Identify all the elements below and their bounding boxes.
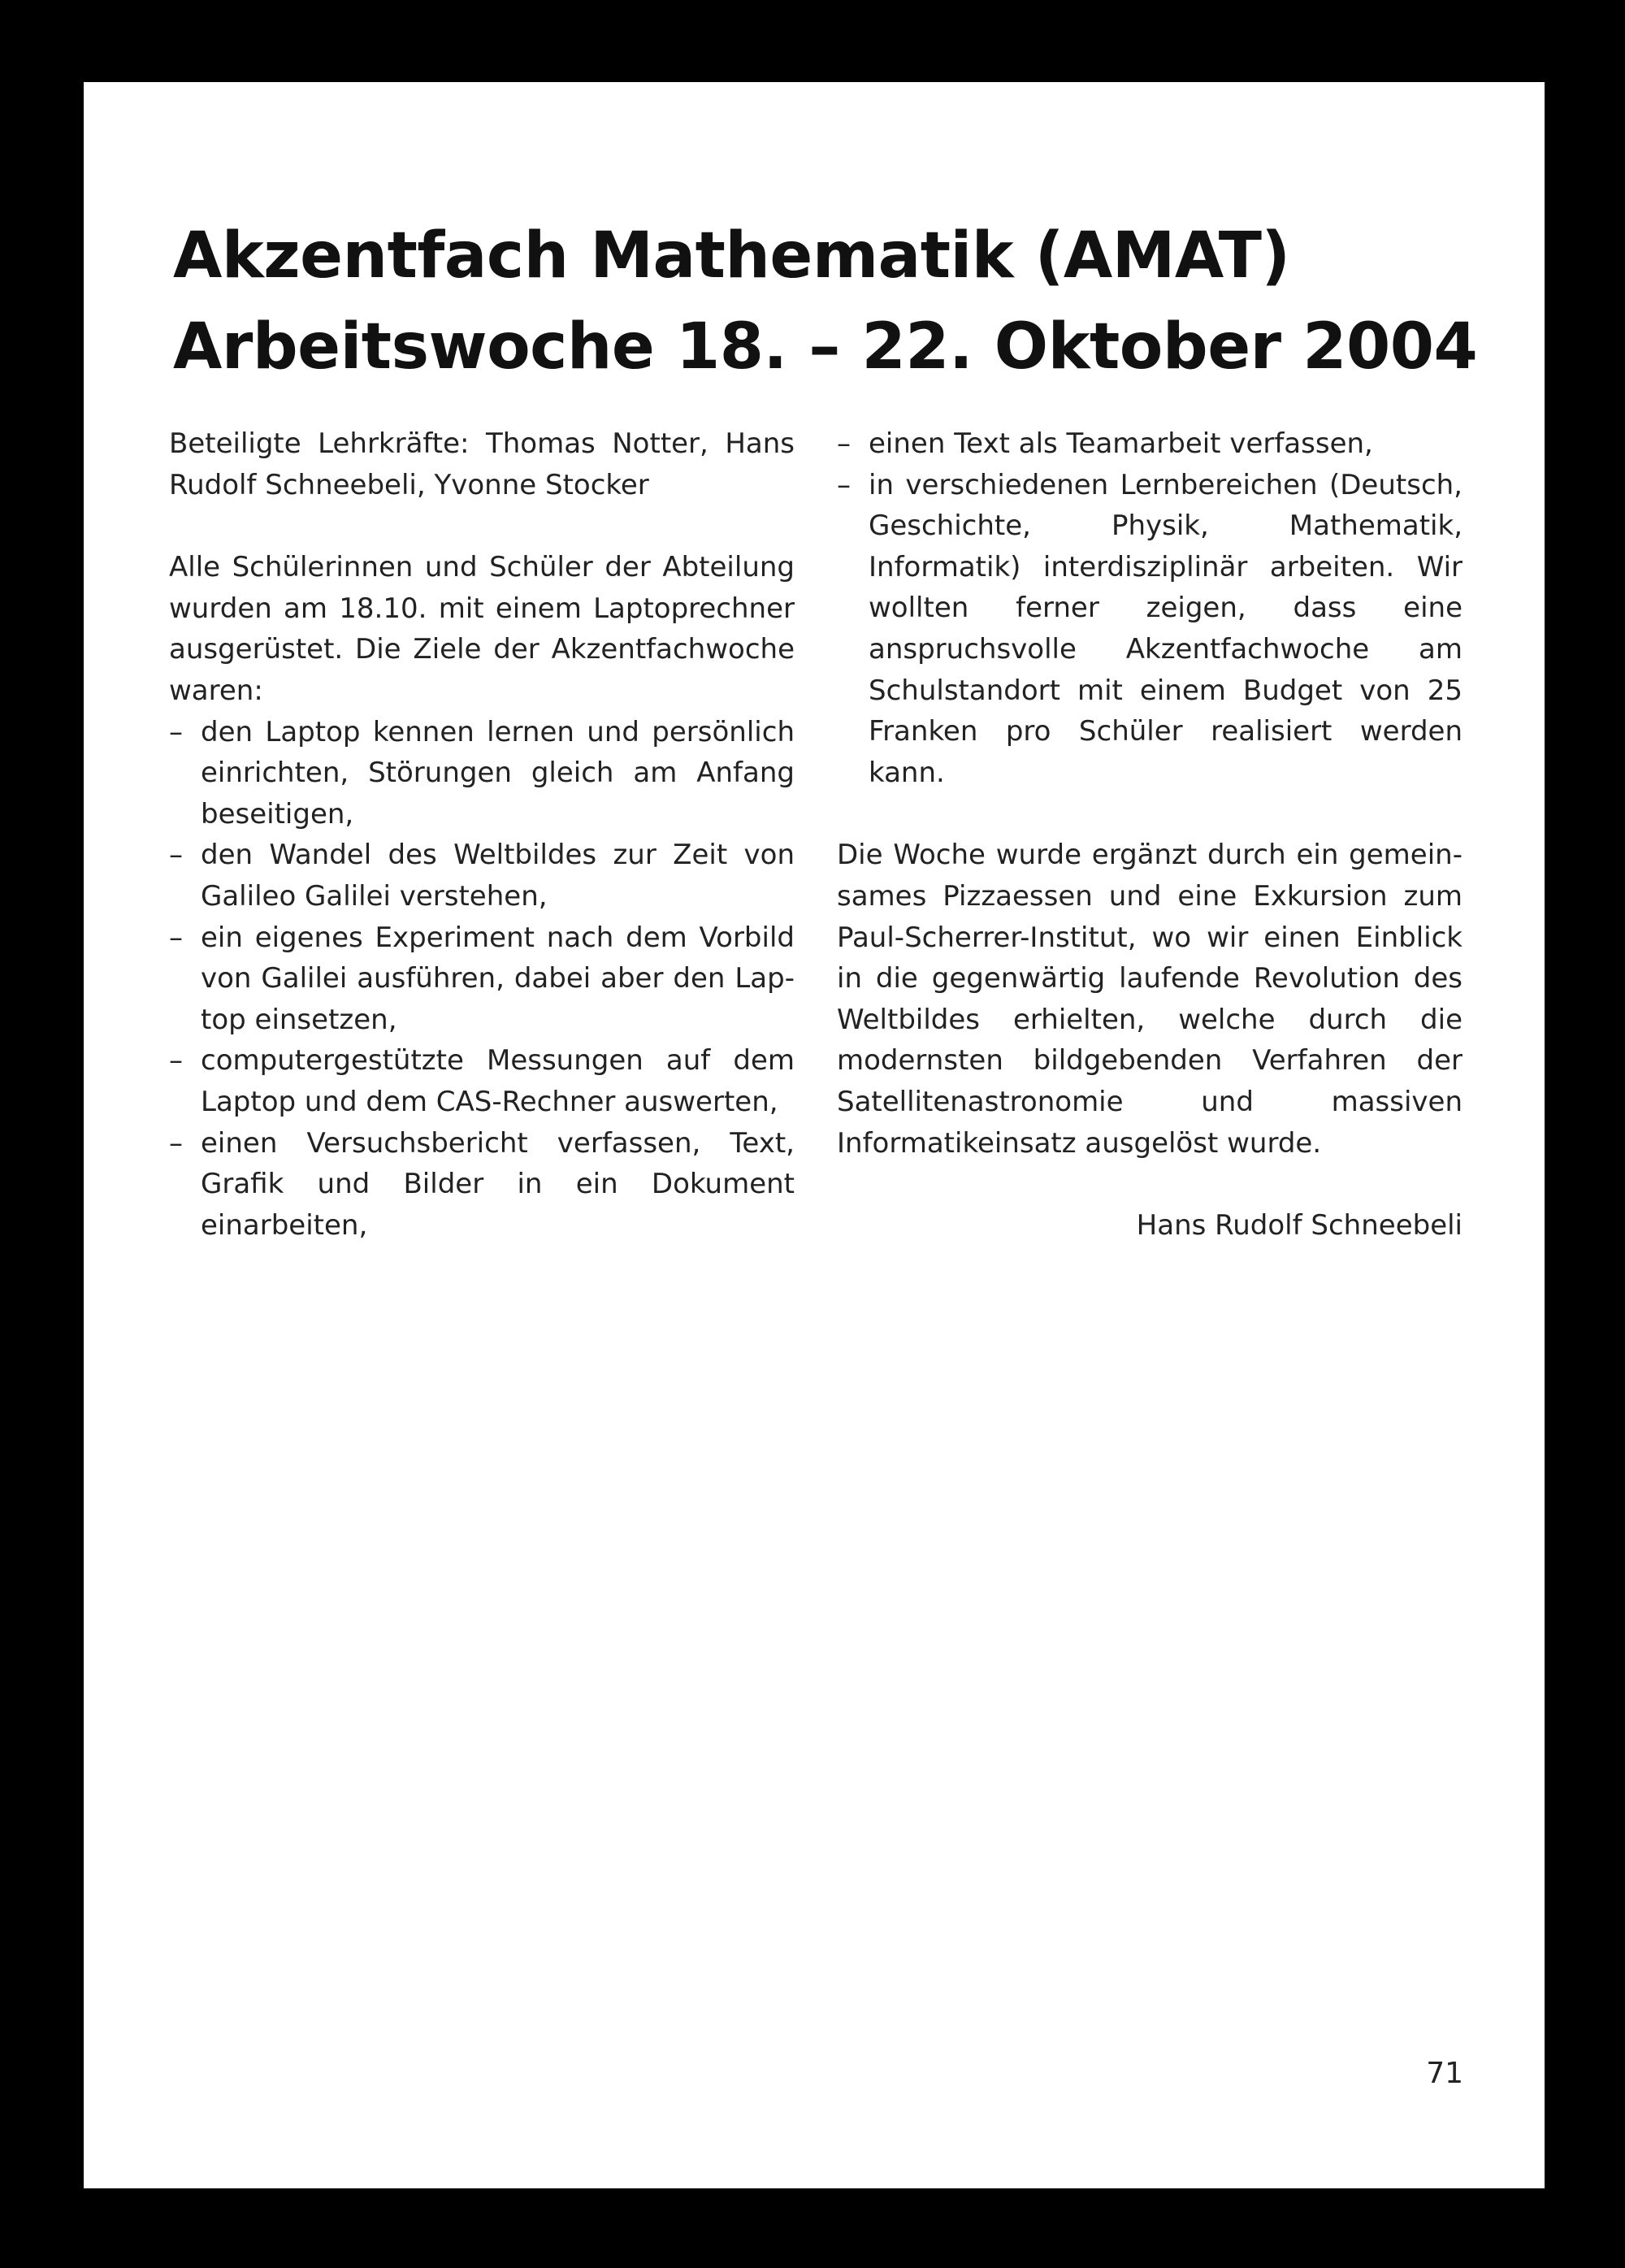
list-item-text: computergestützte Messungen auf dem Laptop und dem CAS-Rechner auswerten, [201, 1044, 795, 1118]
list-item [169, 835, 795, 917]
dash-bullet: – [169, 1126, 183, 1160]
list-item [169, 712, 795, 835]
list-item [837, 423, 1462, 465]
list-item-text: einen Text als Teamarbeit verfassen, [869, 427, 1373, 460]
dash-bullet: – [837, 468, 851, 501]
document-page [84, 82, 1545, 2188]
dash-bullet: – [169, 839, 183, 872]
list-item-text: den Wandel des Weltbildes zur Zeit von Galileo Galilei verstehen, [201, 839, 795, 913]
list-item-text: ein eigenes Experiment nach dem Vorbild von Galilei ausführen, dabei aber den Laptop einsetzen, [201, 921, 795, 1036]
page-title [173, 210, 1477, 392]
list-item-text: den Laptop kennen lernen und persönlich einrichten, Störungen gleich am Anfang beseitigen, [201, 715, 795, 830]
paragraph-gap [837, 793, 1462, 835]
dash-bullet: – [169, 921, 183, 954]
list-item [169, 1040, 795, 1122]
list-item [169, 1123, 795, 1247]
summary-paragraph: Die Woche wurde ergänzt durch ein gemeinsames Pizzaessen und eine Exkursion zum Paul-Scherrer-Institut, wo wir einen Einblick in die gegenwärtig laufende Revolution des Weltbildes erhielten, welche durch die modernsten bildgebenden Verfahren der Satellitenastronomie und massiven Informatikeinsatz ausgelöst wurde. [837, 839, 1462, 1160]
author-signature: Hans Rudolf Schneebeli [1136, 1209, 1462, 1242]
dash-bullet: – [169, 1044, 183, 1078]
right-column [837, 423, 1462, 1247]
goals-list [169, 712, 795, 1247]
list-item-text: einen Versuchsbericht verfassen, Text, Grafik und Bilder in ein Dokument einarbeiten, [201, 1126, 795, 1242]
goals-list-continued [837, 423, 1462, 793]
title-line-2: Arbeitswoche 18. – 22. Oktober 2004 [173, 310, 1478, 384]
dash-bullet: – [169, 715, 183, 748]
list-item [169, 917, 795, 1041]
list-item [837, 465, 1462, 794]
left-column [169, 423, 795, 1246]
page-number: 71 [1426, 2057, 1463, 2090]
dash-bullet: – [837, 427, 851, 460]
list-item-text: in verschiedenen Lernbereichen (Deutsch, Geschichte, Physik, Mathematik, Informatik) interdisziplinär arbeiten. Wir wollten ferner zeigen, dass eine anspruchsvolle Akzentfachwoche am Schulstandort mit einem Budget von 25 Franken pro Schüler realisiert werden kann. [869, 468, 1462, 789]
intro-paragraph: Alle Schülerinnen und Schüler der Abteilung wurden am 18.10. mit einem Laptoprechner ausgerüstet. Die Ziele der Akzentfachwoche waren: [169, 551, 795, 707]
title-line-1: Akzentfach Mathematik (AMAT) [173, 219, 1290, 293]
teachers-paragraph: Beteiligte Lehrkräfte: Thomas Notter, Hans Rudolf Schneebeli, Yvonne Stocker [169, 427, 795, 501]
